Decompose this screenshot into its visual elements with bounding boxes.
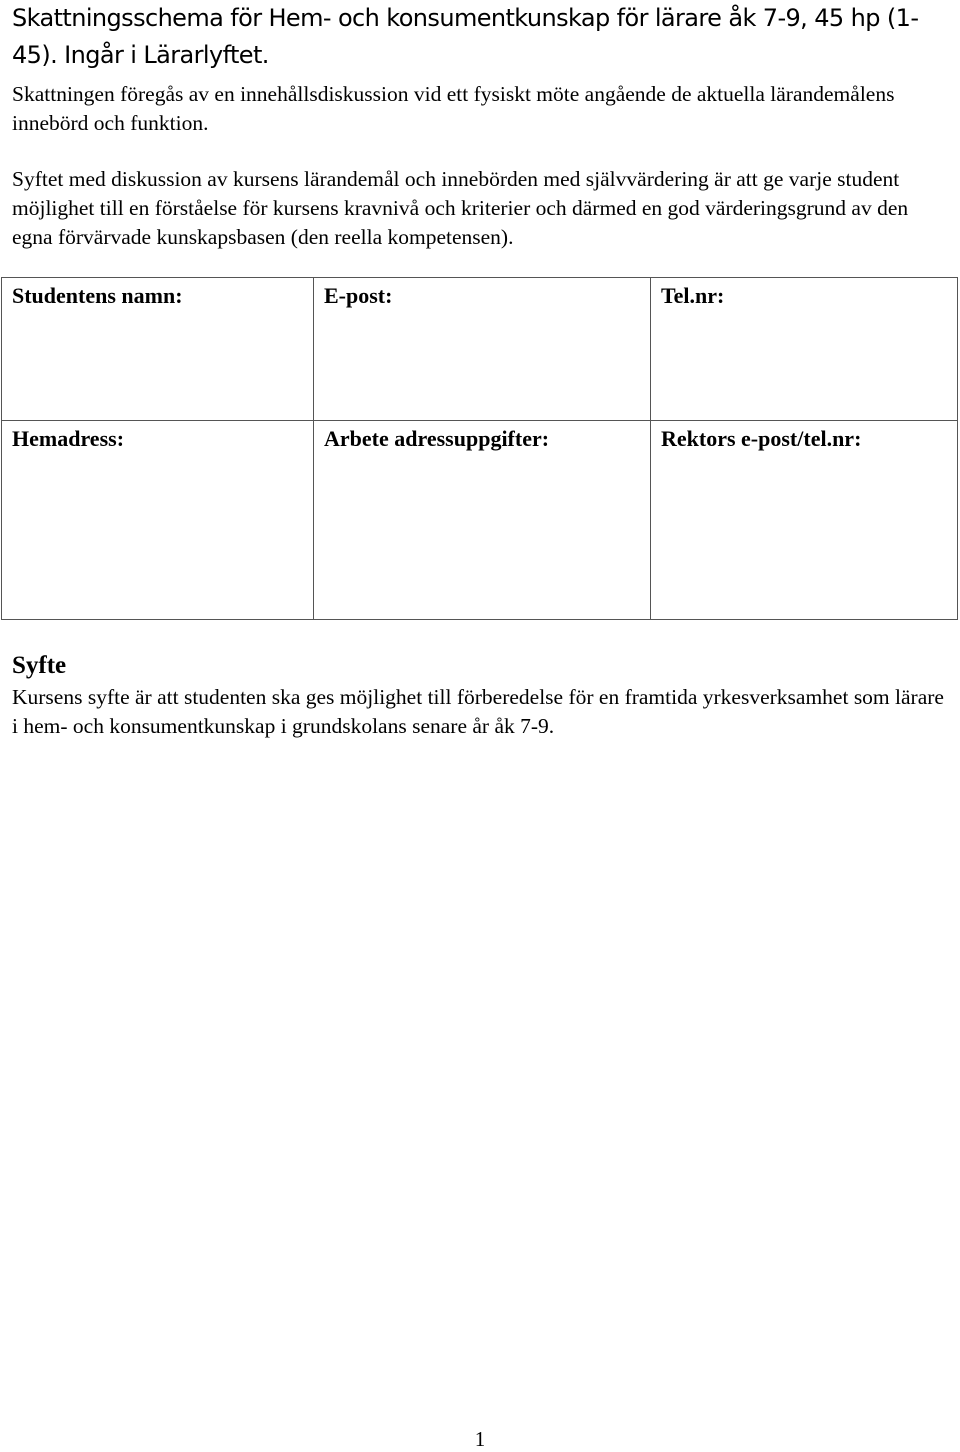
principal-contact-label: Rektors e-post/tel.nr: [661, 426, 862, 451]
section-body-syfte: Kursens syfte är att studenten ska ges möjlighet till förberedelse för en framtida yrkesverksamhet som lärare i hem- och konsumentkunskap i grundskolans senare år åk 7-9. [12, 685, 944, 738]
home-address-field[interactable] [2, 421, 314, 620]
student-name-label: Studentens namn: [12, 283, 183, 308]
intro-paragraph: Skattningen föregås av en innehållsdiskussion vid ett fysiskt möte angående de aktuella lärandemålens innebörd och funktion. [12, 82, 895, 135]
email-field[interactable] [314, 278, 651, 421]
principal-contact-field[interactable] [651, 421, 958, 620]
page-number: 1 [474, 1427, 486, 1451]
document-title: Skattningsschema för Hem- och konsumentkunskap för lärare åk 7-9, 45 hp (1-45). Ingår i Lärarlyftet. [12, 4, 919, 69]
section-heading-syfte: Syfte [12, 652, 67, 679]
purpose-discussion-paragraph: Syftet med diskussion av kursens lärandemål och innebörden med självvärdering är att ge varje student möjlighet till en förståelse för kursens kravnivå och kriterier och därmed en god värderingsgrund av den egna förvärvade kunskapsbasen (den reella kompetensen). [12, 167, 909, 249]
work-address-field[interactable] [314, 421, 651, 620]
student-info-table [1, 277, 958, 620]
work-address-label: Arbete adressuppgifter: [324, 426, 550, 451]
student-name-field[interactable] [2, 278, 314, 421]
table-row [2, 278, 958, 421]
phone-label: Tel.nr: [661, 283, 725, 308]
table-row [2, 421, 958, 620]
phone-field[interactable] [651, 278, 958, 421]
home-address-label: Hemadress: [12, 426, 125, 451]
email-label: E-post: [324, 283, 393, 308]
